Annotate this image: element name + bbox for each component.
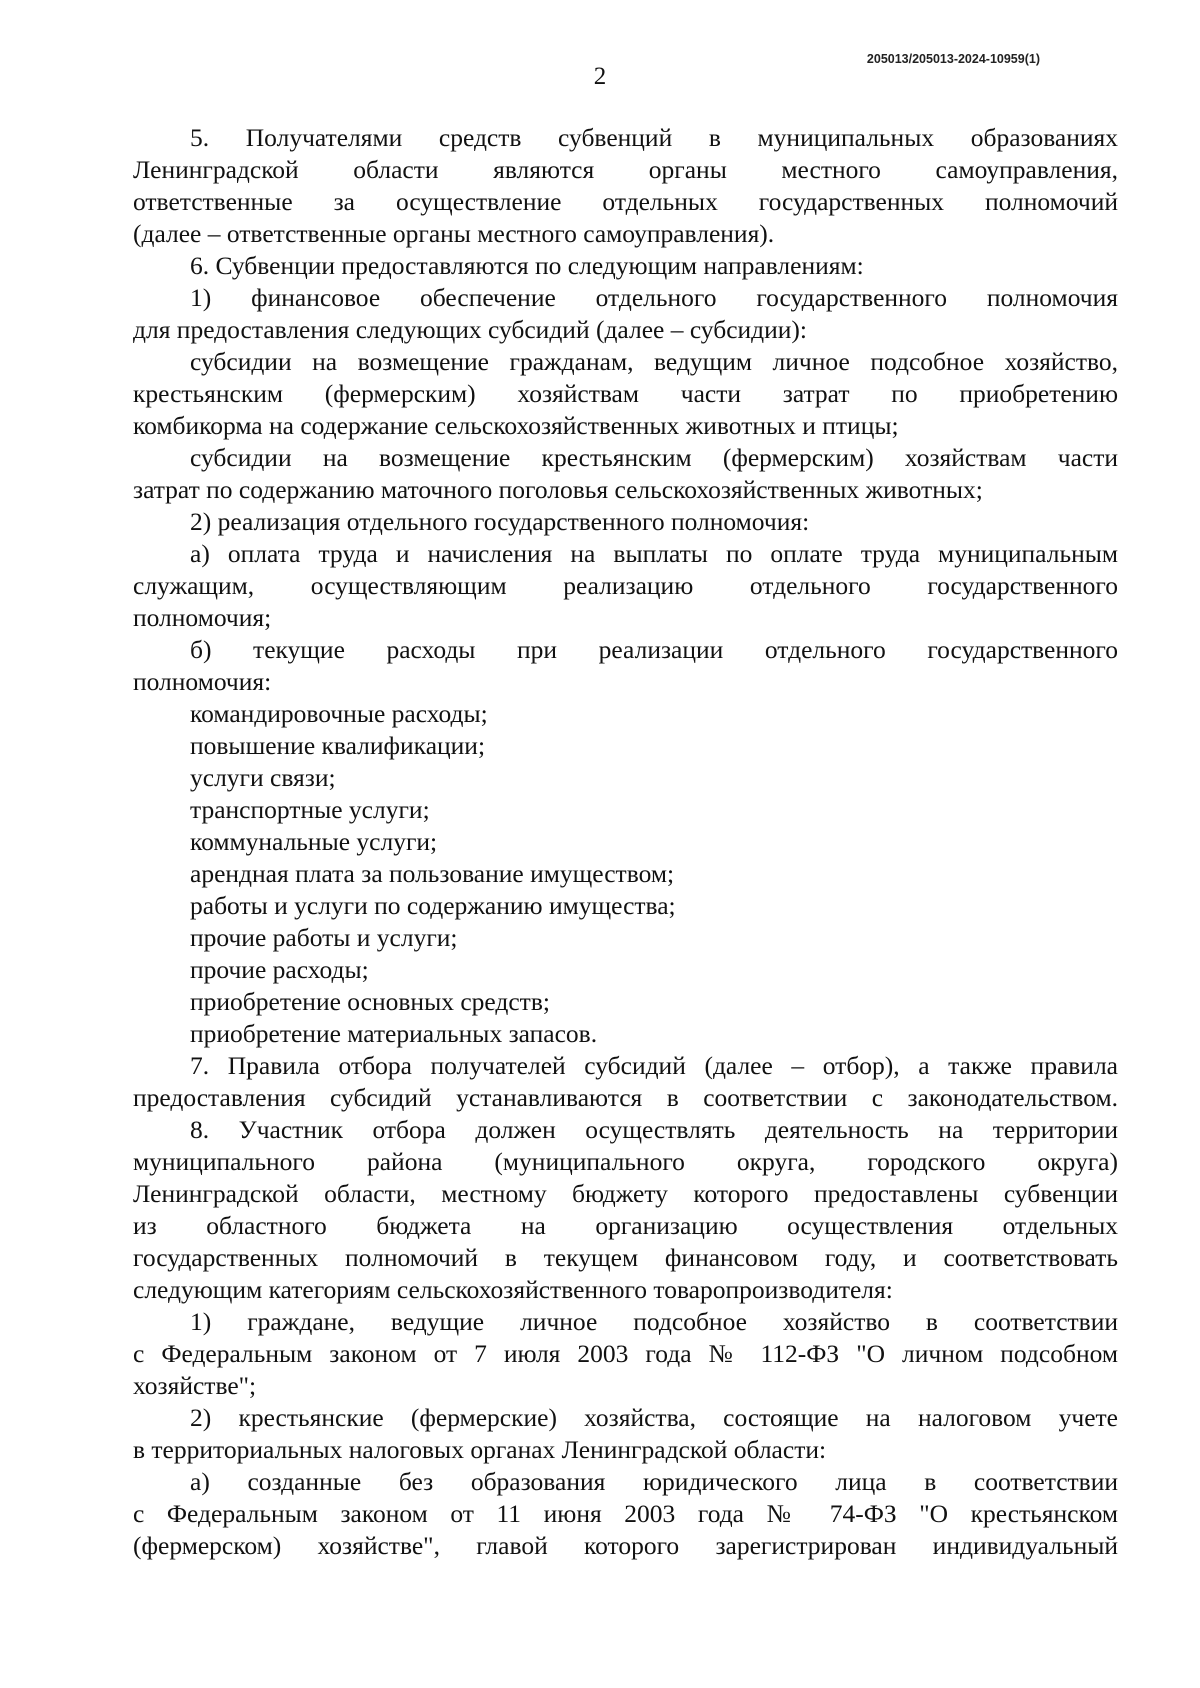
text-line: служащим, осуществляющим реализацию отдельного государственного bbox=[133, 571, 1118, 600]
text-line: субсидии на возмещение крестьянским (фермерским) хозяйствам части bbox=[190, 443, 1118, 472]
list-item: транспортные услуги; bbox=[190, 795, 430, 824]
text-line: 8. Участник отбора должен осуществлять деятельность на территории bbox=[190, 1115, 1118, 1144]
text-line: государственных полномочий в текущем финансовом году, и соответствовать bbox=[133, 1243, 1118, 1272]
text-line: 2) крестьянские (фермерские) хозяйства, состоящие на налоговом учете bbox=[190, 1403, 1118, 1432]
text-line: 1) финансовое обеспечение отдельного государственного полномочия bbox=[190, 283, 1118, 312]
list-item: работы и услуги по содержанию имущества; bbox=[190, 891, 676, 920]
list-item: командировочные расходы; bbox=[190, 699, 488, 728]
text-line: хозяйстве"; bbox=[133, 1371, 257, 1400]
list-item: арендная плата за пользование имуществом; bbox=[190, 859, 675, 888]
text-line: 7. Правила отбора получателей субсидий (далее – отбор), а также правила bbox=[190, 1051, 1118, 1080]
text-line: б) текущие расходы при реализации отдельного государственного bbox=[190, 635, 1118, 664]
text-line: затрат по содержанию маточного поголовья сельскохозяйственных животных; bbox=[133, 475, 983, 504]
text-line: следующим категориям сельскохозяйственного товаропроизводителя: bbox=[133, 1275, 893, 1304]
text-line: а) оплата труда и начисления на выплаты по оплате труда муниципальным bbox=[190, 539, 1118, 568]
text-line: комбикорма на содержание сельскохозяйственных животных и птицы; bbox=[133, 411, 899, 440]
document-body bbox=[133, 122, 1118, 1562]
text-line: предоставления субсидий устанавливаются в соответствии с законодательством. bbox=[133, 1083, 1118, 1112]
text-line: Ленинградской области являются органы местного самоуправления, bbox=[133, 155, 1118, 184]
text-line: полномочия; bbox=[133, 603, 272, 632]
text-line: а) созданные без образования юридического лица в соответствии bbox=[190, 1467, 1118, 1496]
text-line: 2) реализация отдельного государственного полномочия: bbox=[190, 507, 810, 536]
text-line: (далее – ответственные органы местного самоуправления). bbox=[133, 219, 775, 248]
list-item: услуги связи; bbox=[190, 763, 336, 792]
text-line: полномочия: bbox=[133, 667, 272, 696]
list-item: прочие расходы; bbox=[190, 955, 369, 984]
text-line: с Федеральным законом от 11 июня 2003 года № 74-ФЗ "О крестьянском bbox=[133, 1499, 1118, 1528]
text-line: 6. Субвенции предоставляются по следующим направлениям: bbox=[190, 251, 864, 280]
list-item: приобретение основных средств; bbox=[190, 987, 550, 1016]
text-line: Ленинградской области, местному бюджету которого предоставлены субвенции bbox=[133, 1179, 1118, 1208]
text-line: (фермерском) хозяйстве", главой которого зарегистрирован индивидуальный bbox=[133, 1531, 1118, 1560]
text-line: в территориальных налоговых органах Ленинградской области: bbox=[133, 1435, 827, 1464]
document-id: 205013/205013-2024-10959(1) bbox=[866, 52, 1040, 66]
list-item: приобретение материальных запасов. bbox=[190, 1019, 598, 1048]
text-line: крестьянским (фермерским) хозяйствам части затрат по приобретению bbox=[133, 379, 1118, 408]
list-item: коммунальные услуги; bbox=[190, 827, 438, 856]
list-item: прочие работы и услуги; bbox=[190, 923, 458, 952]
text-line: муниципального района (муниципального округа, городского округа) bbox=[133, 1147, 1118, 1176]
list-item: повышение квалификации; bbox=[190, 731, 486, 760]
page-number: 2 bbox=[593, 63, 607, 90]
text-line: 1) граждане, ведущие личное подсобное хозяйство в соответствии bbox=[190, 1307, 1118, 1336]
text-line: субсидии на возмещение гражданам, ведущим личное подсобное хозяйство, bbox=[190, 347, 1118, 376]
text-line: для предоставления следующих субсидий (далее – субсидии): bbox=[133, 315, 808, 344]
text-line: из областного бюджета на организацию осуществления отдельных bbox=[133, 1211, 1118, 1240]
text-line: ответственные за осуществление отдельных государственных полномочий bbox=[133, 187, 1118, 216]
text-line: 5. Получателями средств субвенций в муниципальных образованиях bbox=[190, 123, 1118, 152]
text-line: с Федеральным законом от 7 июля 2003 года № 112-ФЗ "О личном подсобном bbox=[133, 1339, 1118, 1368]
